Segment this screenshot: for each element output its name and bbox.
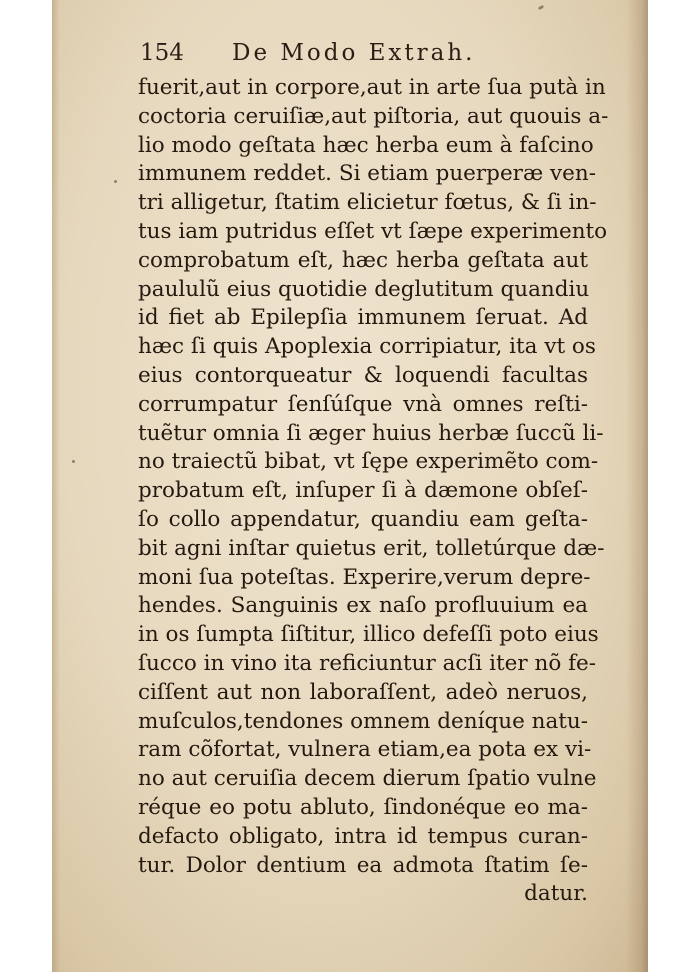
text-line: hendes. Sanguinis ex naſo profluuium ea [138, 593, 588, 619]
text-line: no traiectũ bibat, vt ſępe experimẽto com- [138, 449, 599, 475]
body-text [138, 74, 609, 909]
running-title: De Modo Extrah. [232, 40, 476, 66]
text-line: muſculos,tendones omnem deníque natu- [138, 708, 589, 734]
text-line: tri alligetur, ſtatim elicietur fœtus, & ſi in- [138, 190, 597, 216]
text-line: tus iam putridus eſſet vt ſæpe experimento [138, 218, 608, 244]
ink-speck [538, 5, 545, 11]
text-line: defacto obligato, intra id tempus curan- [138, 823, 588, 849]
text-line: bit agni inſtar quietus erit, tolletúrque dæ- [138, 535, 605, 561]
text-line: hæc ſi quis Apoplexia corripiatur, ita vt os [138, 334, 596, 360]
text-line: ram cõfortat, vulnera etiam,ea pota ex vi- [138, 737, 592, 763]
page-edge-shadow [626, 0, 648, 972]
text-line: probatum eſt, inſuper ſi à dæmone obſeſ- [138, 478, 588, 504]
text-line: coctoria ceruiſiæ,aut piſtoria, aut quouis a- [138, 103, 609, 129]
text-line: in os ſumpta ſiſtitur, illico defeſſi poto eius [138, 622, 599, 648]
text-line: id fiet ab Epilepſia immunem ſeruat. Ad [138, 305, 588, 331]
text-line-final: datur. [524, 881, 588, 907]
page-number: 154 [140, 40, 184, 66]
text-line: comprobatum eſt, hæc herba geſtata aut [138, 247, 588, 273]
text-line: lio modo geſtata hæc herba eum à faſcino [138, 132, 594, 158]
running-header [88, 40, 568, 70]
text-line: corrumpatur ſenſúſque vnà omnes reſti- [138, 391, 588, 417]
ink-speck [114, 180, 117, 183]
text-line: ſo collo appendatur, quandiu eam geſta- [138, 506, 588, 532]
ink-speck [72, 460, 75, 463]
text-line: tur. Dolor dentium ea admota ſtatim ſe- [138, 852, 588, 878]
text-line: ciſſent aut non laboraſſent, adeò neruos, [138, 679, 588, 705]
text-line: tuẽtur omnia ſi æger huius herbæ ſuccũ li- [138, 420, 604, 446]
text-line: eius contorqueatur & loquendi facultas [138, 362, 588, 388]
text-line: no aut ceruiſia decem dierum ſpatio vulne [138, 766, 597, 792]
text-line: fuerit,aut in corpore,aut in arte ſua putà in [138, 75, 606, 100]
page-gutter-shadow [52, 0, 60, 972]
text-line: ſucco in vino ita reficiuntur acſi iter nõ fe- [138, 650, 597, 676]
text-line: réque eo potu abluto, ſindonéque eo ma- [138, 794, 588, 820]
text-line: moni ſua poteſtas. Experire,verum depre- [138, 564, 591, 590]
text-line: paululũ eius quotidie deglutitum quandiu [138, 276, 590, 302]
text-line: immunem reddet. Si etiam puerperæ ven- [138, 161, 596, 187]
